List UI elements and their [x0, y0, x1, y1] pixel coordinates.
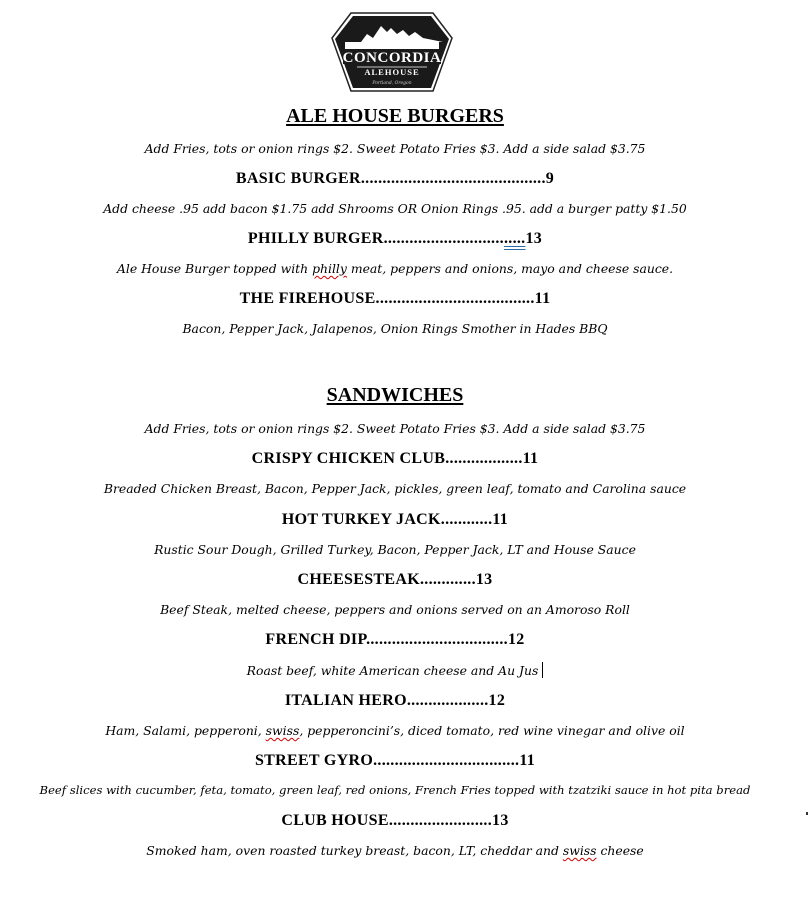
desc-text: Roast beef, white American cheese and Au Jus: [246, 663, 539, 678]
italian-hero-desc: [0, 723, 790, 738]
margin-mark: [806, 812, 808, 815]
firehouse-desc: Bacon, Pepper Jack, Jalapenos, Onion Rings Smother in Hades BBQ: [182, 321, 608, 336]
item-name: HOT TURKEY JACK: [281, 511, 441, 528]
item-name: THE FIREHOUSE: [239, 290, 376, 307]
desc-text: , pepperoncini’s, diced tomato, red wine vinegar and olive oil: [299, 723, 685, 738]
french-dip-desc: [0, 662, 790, 678]
desc-text: Ham, Salami, pepperoni,: [105, 723, 266, 738]
item-price: 9: [545, 170, 555, 187]
logo-name: CONCORDIA: [342, 50, 442, 66]
burgers-title: ALE HOUSE BURGERS: [286, 105, 504, 127]
menu-item-cheesesteak: [0, 571, 790, 589]
item-dots: .................................: [366, 631, 508, 648]
concordia-alehouse-logo: [331, 12, 453, 92]
basic-burger-desc: Add cheese .95 add bacon $1.75 add Shrooms OR Onion Rings .95. add a burger patty $1.50: [103, 201, 687, 216]
logo-sub: ALEHOUSE: [364, 67, 420, 77]
item-name: CLUB HOUSE: [281, 812, 389, 829]
philly-burger-desc: [0, 261, 790, 276]
desc-text: cheese: [596, 843, 644, 858]
menu-item-street-gyro: [0, 752, 790, 770]
menu-item-basic-burger: [0, 170, 790, 188]
sandwiches-note: Add Fries, tots or onion rings $2. Sweet Potato Fries $3. Add a side salad $3.75: [144, 421, 646, 436]
cheesesteak-desc: Beef Steak, melted cheese, peppers and onions served on an Amoroso Roll: [160, 602, 630, 617]
item-name: CHEESESTEAK: [297, 571, 420, 588]
item-name: STREET GYRO: [254, 752, 374, 769]
item-price: 12: [488, 692, 506, 709]
street-gyro-desc: Beef slices with cucumber, feta, tomato, green leaf, red onions, French Fries topped with tzatziki sauce in hot pita bread: [39, 783, 751, 797]
item-price: 12: [507, 631, 525, 648]
item-dots: ........................: [388, 812, 493, 829]
menu-item-french-dip: [0, 631, 790, 649]
item-dots: ...........................................: [360, 170, 546, 187]
spellcheck-word: swiss: [265, 723, 300, 738]
item-dots: .............: [419, 571, 476, 588]
item-name: FRENCH DIP: [265, 631, 367, 648]
logo-place: Portland, Oregon: [372, 81, 412, 86]
sandwiches-title: SANDWICHES: [326, 384, 464, 406]
item-price: 13: [525, 230, 543, 247]
desc-text: Smoked ham, oven roasted turkey breast, bacon, LT, cheddar and: [146, 843, 563, 858]
item-dots: ...................: [406, 692, 489, 709]
item-name: BASIC BURGER: [235, 170, 361, 187]
desc-text: Ale House Burger topped with: [116, 261, 313, 276]
item-dots-flagged: .....: [503, 230, 526, 247]
item-name: CRISPY CHICKEN CLUB: [251, 450, 446, 467]
item-price: 11: [534, 290, 551, 307]
item-price: 11: [519, 752, 536, 769]
desc-text: meat, peppers and onions, mayo and cheese sauce.: [346, 261, 674, 276]
item-dots: ..................: [445, 450, 523, 467]
item-dots: ............................: [383, 230, 504, 247]
item-price: 13: [475, 571, 493, 588]
menu-item-philly-burger: [0, 230, 790, 248]
menu-item-firehouse: [0, 290, 790, 308]
menu-item-club-house: [0, 812, 790, 830]
menu-item-italian-hero: [0, 692, 790, 710]
item-price: 11: [492, 511, 509, 528]
menu-item-crispy-chicken-club: [0, 450, 790, 468]
spellcheck-word: swiss: [562, 843, 597, 858]
item-price: 13: [492, 812, 509, 829]
hot-turkey-desc: Rustic Sour Dough, Grilled Turkey, Bacon, Pepper Jack, LT and House Sauce: [154, 542, 636, 557]
item-dots: ..................................: [373, 752, 520, 769]
club-house-desc: [0, 843, 790, 858]
item-dots: .....................................: [375, 290, 535, 307]
burgers-note: Add Fries, tots or onion rings $2. Sweet Potato Fries $3. Add a side salad $3.75: [144, 141, 646, 156]
item-price: 11: [522, 450, 539, 467]
item-name: ITALIAN HERO: [284, 692, 407, 709]
item-name: PHILLY BURGER: [247, 230, 384, 247]
text-cursor: [542, 662, 543, 678]
menu-item-hot-turkey-jack: [0, 511, 790, 529]
spellcheck-word: philly: [312, 261, 347, 276]
crispy-chicken-desc: Breaded Chicken Breast, Bacon, Pepper Jack, pickles, green leaf, tomato and Carolina sauce: [103, 481, 687, 496]
item-dots: ............: [440, 511, 493, 528]
